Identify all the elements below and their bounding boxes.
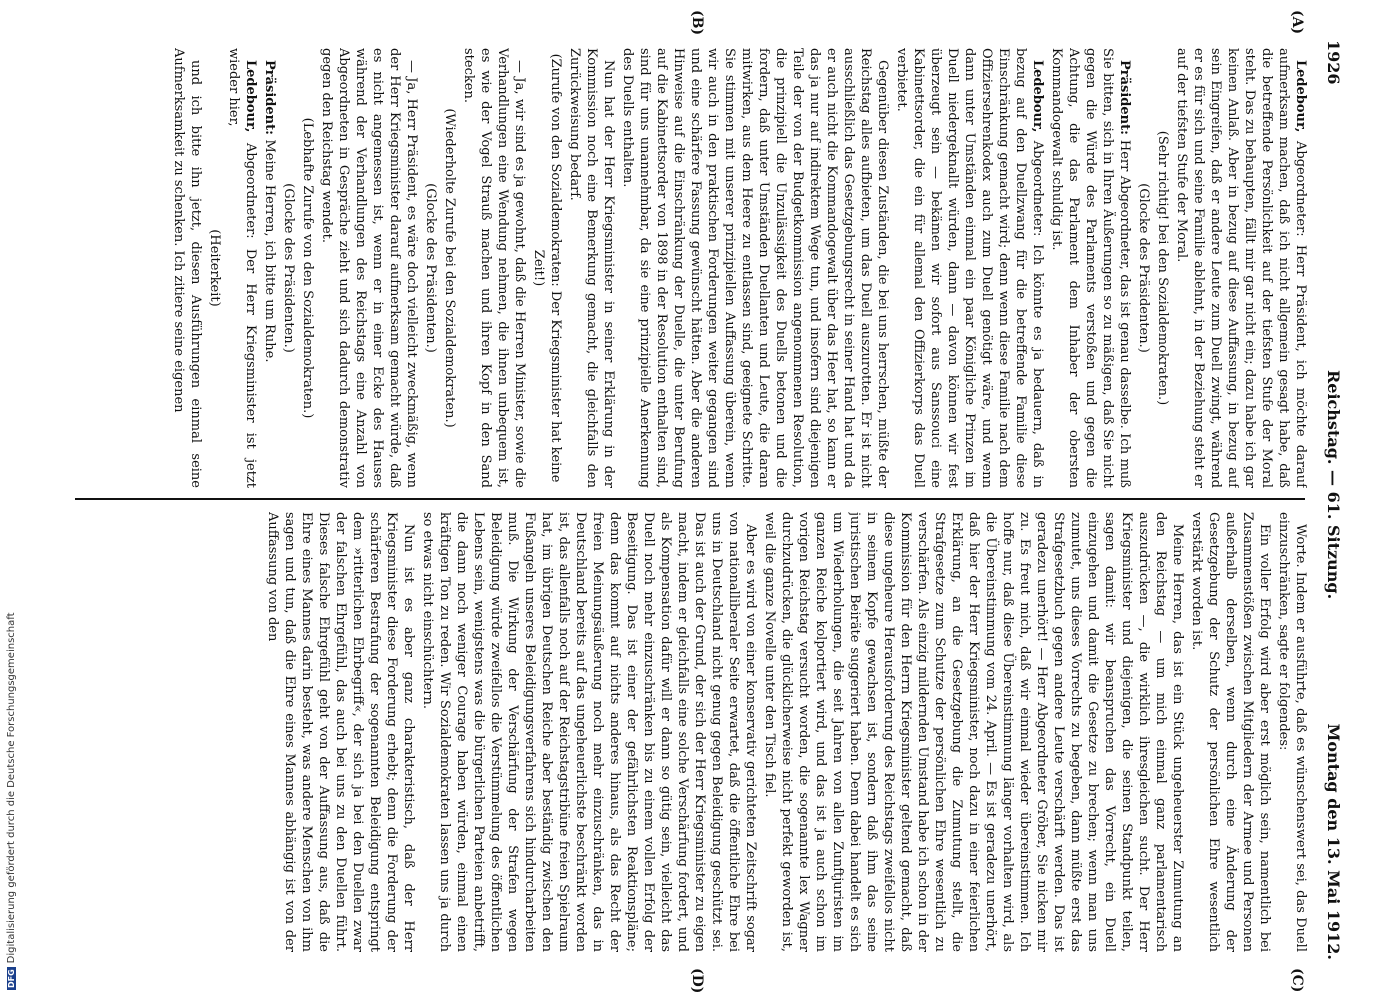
margin-letter-d: (D) xyxy=(689,968,705,994)
speech-text: und ich bitte ihn jetzt, diesen Ausführungen einmal seine Aufmerksamkeit zu schenken. Ich zitiere seine eigenen xyxy=(171,48,203,488)
speech-text: Ein voller Erfolg wird aber erst möglich sein, namentlich bei Zusammenstößen zwischen Mitgliedern der Armee und Personen außerhalb derselben, wenn durch eine Änderung der Gesetzgebung der Schutz der persönlichen Ehre wesentlich verstärkt worden ist. xyxy=(1189,512,1272,952)
credit-text: Digitalisierung gefördert durch die Deutsche Forschungsgemeinschaft xyxy=(6,612,17,964)
paragraph xyxy=(419,512,759,952)
speech-text: Worte. Indem er ausführte, daß es wünschenswert sei, das Duell einzuschränken, sagte er folgendes: xyxy=(1276,512,1308,952)
stage-direction: (Zurufe von den Sozialdemokraten: Der Kriegsminister hat keine Zeit!) xyxy=(531,53,563,483)
paragraph xyxy=(225,48,259,488)
stage-direction: (Sehr richtig! bei den Sozialdemokraten.) xyxy=(1155,130,1170,406)
session-date: Montag den 13. Mai 1912. xyxy=(1324,723,1343,960)
stage-direction: (Glocke des Präsidenten.) xyxy=(281,183,296,353)
speech-text: Meine Herren, ich bitte um Ruhe. xyxy=(262,139,277,363)
paragraph xyxy=(893,48,1046,488)
rotated-page xyxy=(75,10,1345,994)
speech-text: — Ja, wir sind es ja gewohnt, daß die Herren Minister, sowie die Verhandlungen eine Wendung nehmen, die ihnen unbequem ist, es wie der Vogel Strauß machen und ihren Kopf in den Sand stecken. xyxy=(461,48,527,488)
left-text-column xyxy=(79,48,1309,488)
speech-text: Nun hat der Herr Kriegsminister in seiner Erklärung in der Kommission noch eine Bemerkung gemacht, die gleichfalls den Zurückweisung bedarf. xyxy=(567,48,616,488)
page-header xyxy=(1317,40,1345,960)
margin-letter-b: (B) xyxy=(689,10,705,36)
digitization-credit xyxy=(4,0,24,1000)
paragraph xyxy=(1188,512,1273,952)
stage-direction: (Lebhafte Zurufe von den Sozialdemokraten.) xyxy=(300,117,315,419)
paragraph xyxy=(264,512,417,952)
speech-text: Abgeordneter: Ich könnte es ja bedauern, daß in bezug auf den Duellzwang für die betreffende Familie diese Einschränkung gemacht wird; denn wenn diese Familie nach dem Offiziersehrenkodex auch zum Duell genötigt wäre, und wenn dann unter Umständen einmal ein paar Königliche Prinzen im Duell niedergeknallt würden, dann — davon können wir fest überzeugt sein — bekämen wir sofort aus Sanssouci eine Kabinettsorder, die ein für allemal den Offizierkorps das Duell verbietet. xyxy=(894,48,1045,488)
page-number: 1926 xyxy=(1324,40,1343,85)
paragraph xyxy=(170,48,204,488)
paragraph xyxy=(318,48,420,488)
stage-direction: (Glocke des Präsidenten.) xyxy=(1136,183,1151,353)
dfg-logo: DFG xyxy=(7,969,16,988)
speaker-name: Präsident: xyxy=(1117,60,1132,140)
paragraph xyxy=(761,512,1186,952)
paragraph xyxy=(460,48,528,488)
stage-direction: (Heiterkeit) xyxy=(207,229,222,307)
speech-text: Herr Abgeordneter, das ist genau dasselbe. Ich muß Sie bitten, sich in Ihren Äußerungen so zu mäßigen, daß Sie nicht gegen die Würde des Parlaments verstoßen und gegen die Achtung, die das Parlament dem Inhaber der obersten Kommandogewalt schuldig ist. xyxy=(1049,48,1132,488)
margin-letter-a: (A) xyxy=(1289,10,1305,35)
speech-text: Meine Herren, das ist ein Stück ungeheuerster Zumutung an den Reichstag — um mich einmal ganz parlamentarisch auszudrücken —, die wirklich ihresgleichen sucht. Der Herr Kriegsminister und diejenigen, die seinen Standpunkt teilen, sagen damit: wir beanspruchen das Vorrecht, ein Duell einzugehen und damit die Gesetze zu brechen; wenn man uns zumutet, uns dieses Vorrechts zu begeben, dann müßte erst das Strafgesetzbuch gegen andere Leute verschärft werden. Das ist geradezu unerhört! — Herr Abgeordneter Gröber, Sie nicken mir zu. Es freut mich, daß wir einmal wieder übereinstimmen. Ich hoffe nur, daß diese Übereinstimmung länger vorhalten wird, als die Übereinstimmung vom 24. April. — Es ist geradezu unerhört, daß hier der Herr Kriegsminister, noch dazu in einer feierlichen Erklärung, an die Gesetzgebung die Zumutung stellt, die Strafgesetze zum Schutze der persönlichen Ehre wesentlich zu verschärfen. Als einzig mildernden Umstand habe ich schon in der Kommission für den Herrn Kriegsminister geltend gemacht, daß diese ungeheure Herausforderung des Reichstags zweifellos nicht in seinem Kopfe gewachsen ist, sondern daß ihm das seine juristischen Beiräte suggeriert haben. Denn dabei handelt es sich um Wiederholungen, die seit Jahren von allen Zunftjuristen im ganzen Reiche kolportiert wird, und das ist ja auch schon im vorigen Reichstag versucht worden, die sogenannte lex Wagner durchzudrücken, die glücklicherweise nicht perfekt geworden ist, weil die ganze Novelle unter den Tisch fiel. xyxy=(762,512,1185,952)
stage-direction: (Glocke des Präsidenten.) xyxy=(423,183,438,353)
paragraph xyxy=(619,48,891,488)
paragraph xyxy=(1048,48,1133,488)
paragraph xyxy=(1173,48,1309,488)
speaker-name: Ledebour, xyxy=(1293,60,1308,141)
paragraph xyxy=(566,48,617,488)
speaker-name: Ledebour, xyxy=(243,60,258,143)
margin-letter-c: (C) xyxy=(1289,968,1305,993)
running-title: Reichstag. — 61. Sitzung. xyxy=(1324,370,1343,600)
speaker-name: Präsident: xyxy=(262,60,277,140)
paragraph xyxy=(1275,512,1309,952)
speech-text: Aber es wird von einer konservativ gerichteten Zeitschrift sogar von nationalliberaler Seite erwartet, daß die öffentliche Ehre bei uns in Deutschland nicht genug gegen Beleidigung geschützt sei. Das ist auch der Grund, der sich der Herr Kriegsminister zu eigen macht, indem er gleichfalls eine solche Verschärfung fordert, und als Kompensation dafür will er dann so gütig sein, vielleicht das Duell noch mehr einzuschränken bis zu einem vollen Erfolg der Beseitigung. Das ist einer der gefährlichsten Reaktionspläne; denn das kommt auf nichts anderes hinaus, als das Recht der freien Meinungsäußerung noch mehr einzuschränken, das in Deutschland bereits auf das ungeheuerlichste beschränkt worden ist, das allenfalls noch auf der Reichstagstribüne freien Spielraum hat, im übrigen Deutschen Reiche aber beständig zwischen den Fußangeln unseres Beleidigungsverfahrens sich hindurcharbeiten muß. Die Wirkung der Verschärfung der Strafen wegen Beleidigung würde zweifellos die Verstümmelung des öffentlichen Lebens sein, wenigstens was die bürgerlichen Parteien anbetrifft, die dann noch weniger Courage haben würden, einmal einen kräftigen Ton zu reden. Wir Sozialdemokraten lassen uns ja durch so etwas nicht einschüchtern. xyxy=(420,512,758,952)
speech-text: Abgeordneter: Herr Präsident, ich möchte darauf aufmerksam machen, daß ich nicht allgemein gesagt habe, daß die betreffende Persönlichkeit auf der tiefsten Stufe der Moral steht. Das zu behaupten, fällt mir gar nicht ein; dazu habe ich gar keinen Anlaß. Aber in bezug auf diese Auffassung, in bezug auf sein Eingreifen, daß er andere Leute zum Duell zwingt, während er es für sich und seine Familie ablehnt, in der Beziehung steht er auf der tiefsten Stufe der Moral. xyxy=(1174,48,1308,488)
speech-text: Nun ist es aber ganz charakteristisch, daß der Herr Kriegsminister diese Forderung erhebt; denn die Forderung der schärferen Bestrafung der sogenannten Beleidigung entspringt dem »ritterlichen Ehrbegriff«, der sich ja bei den Duellen zwar der falschen Ehrgefühl, das auch bei uns zu den Duellen führt. Dieses falsche Ehrgefühl geht von der Auffassung aus, daß die Ehre eines Mannes darin besteht, was andere Menschen von ihm sagen und tun, daß die Ehre eines Mannes abhängig ist von der Auffassung von den xyxy=(265,512,416,952)
paragraph xyxy=(261,48,278,488)
speech-text: Gegenüber diesen Zuständen, die bei uns herrschen, müßte der Reichstag alles aufbieten, um das Duell auszurotten. Er ist nicht ausschließlich das Gesetzgebungsrecht in seiner Hand hat und da er auch nicht die Kommandogewalt über das Heer hat, so kann er das ja nur auf indirektem Wege tun, und insofern sind diejenigen Teile der von der Budgetkommission angenommenen Resolution, die prinzipiell die Unzulässigkeit des Duells betonen und die fordern, daß unter Umständen Duellanten und Leute, die daran mitwirken, aus dem Heere zu entlassen sind, geeignete Schritte. Sie stimmen mit unserer prinzipiellen Auffassung überein, wenn wir auch in den praktischen Forderungen weiter gegangen sind und eine schärfere Fassung gewünscht hätten. Aber die anderen Hinweise auf die Einschränkung der Duelle, die unter Berufung auf die Kabinettsorder von 1898 in der Resolution enthalten sind, sind für uns unannehmbar, da sie eine prinzipielle Anerkennung des Duells enthalten. xyxy=(620,48,890,488)
speech-text: Abgeordneter: Der Herr Kriegsminister ist jetzt wieder hier, xyxy=(226,48,258,488)
speech-text: — Ja, Herr Präsident, es wäre doch vielleicht zweckmäßig, wenn der Herr Kriegsminister darauf aufmerksam gemacht würde, daß es nicht angemessen ist, wenn er in einer Ecke des Hauses während der Verhandlungen des Reichstags eine Anzahl von Abgeordneten in Gespräche zieht und sich dadurch demonstrativ gegen den Reichstag wendet. xyxy=(319,48,419,488)
column-divider xyxy=(75,498,1305,500)
speaker-name: Ledebour, xyxy=(1030,60,1045,141)
stage-direction: (Wiederholte Zurufe bei den Sozialdemokraten.) xyxy=(442,108,457,428)
right-text-column xyxy=(79,512,1309,952)
